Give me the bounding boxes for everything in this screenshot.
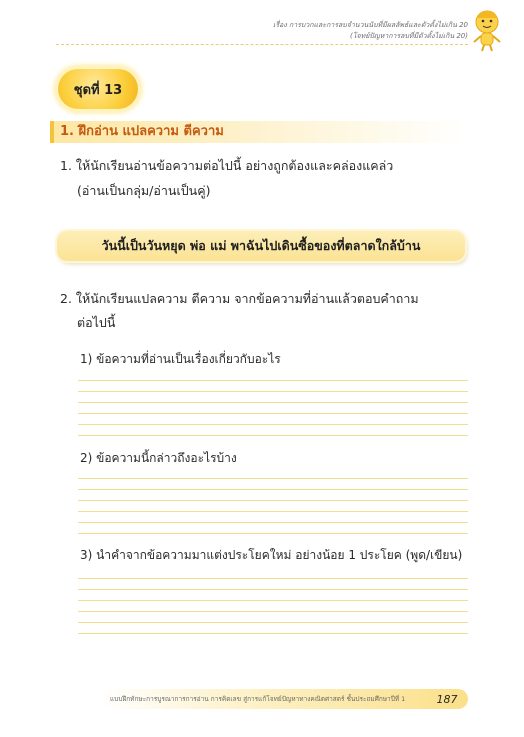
section-banner-accent (50, 121, 54, 143)
sub-question-1: 1) ข้อความที่อ่านเป็นเรื่องเกี่ยวกับอะไร (80, 352, 281, 366)
sub-question-2: 2) ข้อความนี้กล่าวถึงอะไรบ้าง (80, 451, 237, 465)
answer-lines-1[interactable] (78, 380, 468, 446)
sub-question-3: 3) นำคำจากข้อความมาแต่งประโยคใหม่ อย่างน้อย 1 ประโยค (พูด/เขียน) (80, 548, 463, 562)
question-2-line-1: 2. ให้นักเรียนแปลความ ตีความ จากข้อความที่อ่านแล้วตอบคำถาม (60, 291, 419, 306)
question-1-line-1: 1. ให้นักเรียนอ่านข้อความต่อไปนี้ อย่างถูกต้องและคล่องแคล่ว (60, 158, 394, 173)
header-divider (56, 44, 468, 45)
section-title: 1. ฝึกอ่าน แปลความ ตีความ (60, 124, 224, 139)
header-topic-line: เรื่อง การบวกและการลบจำนวนนับที่มีผลลัพธ์และตัวตั้งไม่เกิน 20 (272, 21, 468, 29)
answer-lines-3[interactable] (78, 578, 468, 644)
answer-lines-2[interactable] (78, 478, 468, 544)
header-subtopic-line: (โจทย์ปัญหาการลบที่มีตัวตั้งไม่เกิน 20) (349, 32, 468, 40)
mascot-icon (470, 8, 504, 52)
footer-book-title: แบบฝึกทักษะการบูรณาการการอ่าน การคิดเลข สู่การแก้โจทย์ปัญหาทางคณิตศาสตร์ ชั้นประถมศึกษาปีที่ 1 (110, 695, 406, 703)
reading-passage: วันนี้เป็นวันหยุด พ่อ แม่ พาฉันไปเดินซื้อของที่ตลาดใกล้บ้าน (57, 231, 465, 261)
page-number: 187 (436, 692, 458, 706)
set-label: ชุดที่ 13 (58, 69, 138, 109)
question-2-line-2: ต่อไปนี้ (77, 315, 116, 330)
question-1-line-2: (อ่านเป็นกลุ่ม/อ่านเป็นคู่) (77, 183, 211, 198)
